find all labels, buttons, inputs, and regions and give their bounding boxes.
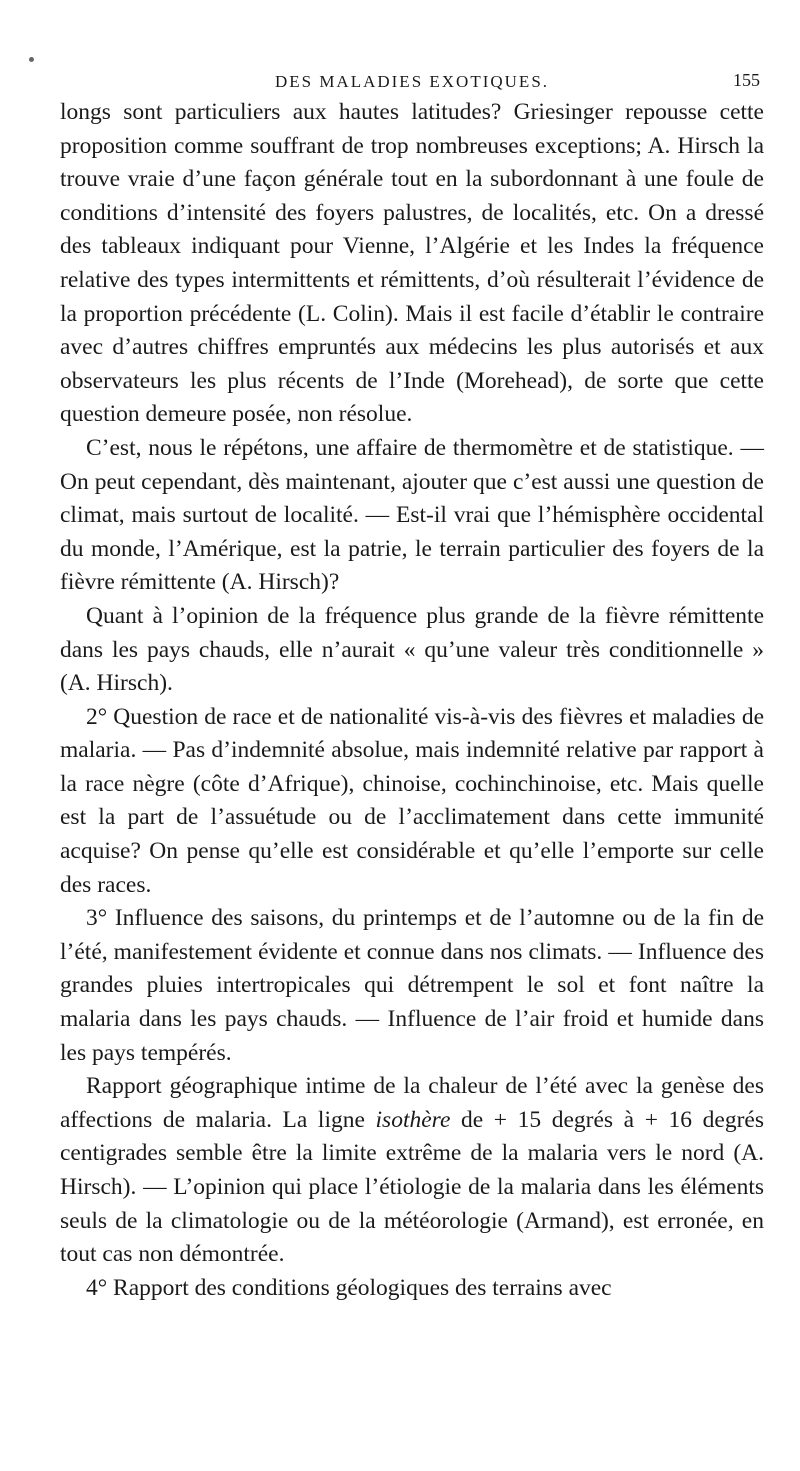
paragraph: 2° Question de race et de nationalité vis-à-vis des fièvres et maladies de malaria. — Pas d’indemnité absolue, mais indemnité relative par rapport à la race nègre (côte d’Afrique), chinoise, cochinchinoise, etc. Mais quelle est la part de l’assuétude ou de l’acclimatement dans cette immunité acquise? On pense qu’elle est considérable et qu’elle l’emporte sur celle des races. — [60, 703, 764, 898]
paragraph: longs sont particuliers aux hautes latitudes? Griesinger repousse cette proposition comme souffrant de trop nombreuses exceptions; A. Hirsch la trouve vraie d’une façon générale tout en la subordonnant à une foule de conditions d’intensité des foyers palustres, de localités, etc. On a dressé des tableaux indiquant pour Vienne, l’Algérie et les Indes la fréquence relative des types intermittents et rémittents, d’où résulterait l’évidence de la proportion précédente (L. Colin). Mais il est facile d’établir le contraire avec d’autres chiffres empruntés aux médecins les plus autorisés et aux observateurs les plus récents de l’Inde (Morehead), de sorte que cette question demeure posée, non résolue. — [60, 99, 764, 428]
body-text — [60, 96, 764, 1305]
paragraph-text: Rapport géographique intime de la chaleur de l’été avec la genèse des affections de malaria. La ligne — [60, 1073, 764, 1133]
margin-dot — [29, 57, 34, 62]
italic-term: isothère — [375, 1106, 451, 1133]
paragraph: 4° Rapport des conditions géologiques des terrains avec — [86, 1274, 612, 1301]
running-title: DES MALADIES EXOTIQUES. — [274, 72, 550, 91]
paragraph: C’est, nous le répétons, une affaire de thermomètre et de statistique. — On peut cependant, dès maintenant, ajouter que c’est aussi une question de climat, mais surtout de localité. — Est-il vrai que l’hémisphère occidental du monde, l’Amérique, est la patrie, le terrain particulier des foyers de la fièvre rémittente (A. Hirsch)? — [60, 434, 764, 596]
page-number: 155 — [733, 70, 760, 90]
paragraph: Quant à l’opinion de la fréquence plus grande de la fièvre rémittente dans les pays chauds, elle n’aurait « qu’une valeur très conditionnelle » (A. Hirsch). — [60, 602, 764, 697]
paragraph: 3° Influence des saisons, du printemps et de l’automne ou de la fin de l’été, manifestement évidente et connue dans nos climats. — Influence des grandes pluies intertropicales qui détrempent le sol et font naître la malaria dans les pays chauds. — Influence de l’air froid et humide dans les pays tempérés. — [60, 905, 764, 1066]
paragraph-text: de + 15 degrés à + 16 degrés centigrades semble être la limite extrême de la malaria vers le nord (A. Hirsch). — L’opinion qui place l’étiologie de la malaria dans les éléments seuls de la climatologie ou de la météorologie (Armand), est erronée, en tout cas non démontrée. — [60, 1106, 764, 1268]
page-header — [60, 62, 764, 96]
document-page — [60, 62, 764, 1305]
paragraph — [60, 1070, 764, 1272]
